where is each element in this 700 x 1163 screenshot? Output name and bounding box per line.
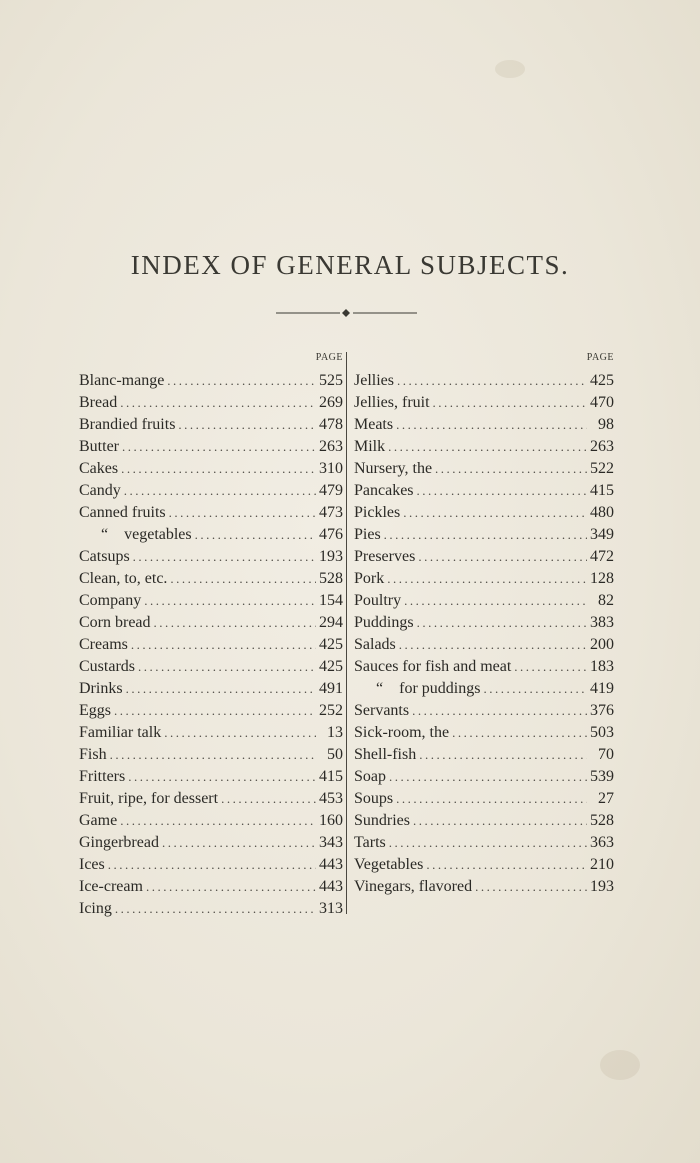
dot-leader <box>389 832 587 854</box>
index-entry <box>354 590 614 612</box>
dot-leader <box>221 788 316 810</box>
entry-subject-text: Pancakes <box>354 482 414 499</box>
entry-subject-text: Vinegars, flavored <box>354 878 473 895</box>
index-entry <box>79 392 346 414</box>
entry-page-number: 160 <box>319 812 343 829</box>
dot-leader <box>426 854 587 876</box>
index-entry <box>354 700 614 722</box>
entry-subject <box>354 744 416 766</box>
dot-leader <box>389 766 587 788</box>
dot-leader <box>133 546 316 568</box>
entry-subject-text: Jellies, fruit <box>354 394 430 411</box>
entry-subject-text: Butter <box>79 438 119 455</box>
index-entry <box>79 876 346 898</box>
entry-subject-text: for puddings <box>399 680 481 697</box>
index-entry <box>79 700 346 722</box>
index-entry <box>354 546 614 568</box>
dot-leader <box>413 810 587 832</box>
dot-leader <box>483 678 587 700</box>
entry-page-number: 193 <box>319 548 343 565</box>
entry-page-number: 13 <box>327 724 343 741</box>
entry-subject <box>79 568 167 590</box>
entry-page-number: 528 <box>319 570 343 587</box>
index-entry <box>354 568 614 590</box>
index-entry <box>79 370 346 392</box>
index-entry <box>354 744 614 766</box>
entry-subject <box>79 898 112 920</box>
dot-leader <box>435 458 587 480</box>
entry-subject <box>79 634 128 656</box>
index-entry <box>79 480 346 502</box>
ditto-mark: “ <box>376 680 384 697</box>
index-entry <box>354 832 614 854</box>
entry-subject-text: Game <box>79 812 118 829</box>
dot-leader <box>164 722 316 744</box>
index-entry <box>354 634 614 656</box>
entry-subject-text: Nursery, the <box>354 460 433 477</box>
entry-subject <box>354 502 400 524</box>
entry-subject-text: Soap <box>354 768 386 785</box>
entry-subject <box>79 744 107 766</box>
entry-subject-text: Vegetables <box>354 856 424 873</box>
index-entry <box>354 854 614 876</box>
entry-page-number: 98 <box>598 416 614 433</box>
entry-subject-text: Soups <box>354 790 394 807</box>
dot-leader <box>162 832 316 854</box>
dot-leader <box>399 634 587 656</box>
dot-leader <box>115 898 316 920</box>
entry-page-number: 539 <box>590 768 614 785</box>
entry-subject-text: Fruit, ripe, for dessert <box>79 790 219 807</box>
index-entry <box>354 656 614 678</box>
index-entry <box>354 502 614 524</box>
index-entry <box>79 832 346 854</box>
entry-page-number: 50 <box>327 746 343 763</box>
dot-leader <box>126 678 316 700</box>
entry-subject-text: Blanc-mange <box>79 372 165 389</box>
index-entry <box>354 524 614 546</box>
entry-page-number: 425 <box>590 372 614 389</box>
entry-subject <box>79 546 130 568</box>
entry-subject-text: Meats <box>354 416 394 433</box>
dot-leader <box>110 744 316 766</box>
entry-subject-text: Fritters <box>79 768 126 785</box>
entry-subject <box>354 524 381 546</box>
entry-subject <box>79 436 119 458</box>
dot-leader <box>514 656 587 678</box>
index-entry <box>79 414 346 436</box>
dot-leader <box>108 854 316 876</box>
dot-leader <box>387 568 587 590</box>
dot-leader <box>419 744 587 766</box>
entry-subject <box>79 414 175 436</box>
entry-page-number: 27 <box>598 790 614 807</box>
entry-subject <box>79 392 117 414</box>
paper-stain <box>495 60 525 78</box>
entry-subject <box>79 810 117 832</box>
entry-subject-text: Sundries <box>354 812 410 829</box>
entry-subject-text: Jellies <box>354 372 394 389</box>
entry-subject <box>354 634 396 656</box>
entry-subject-text: Sauces for fish and meat <box>354 658 512 675</box>
index-entry <box>79 458 346 480</box>
dot-leader <box>121 458 316 480</box>
index-entry <box>354 392 614 414</box>
entry-subject <box>79 458 118 480</box>
entry-page-number: 193 <box>590 878 614 895</box>
entry-subject <box>79 678 123 700</box>
index-entry <box>354 370 614 392</box>
entry-subject <box>79 854 105 876</box>
index-entry <box>79 722 346 744</box>
dot-leader <box>433 392 587 414</box>
dot-leader <box>169 502 316 524</box>
entry-subject <box>354 370 394 392</box>
dot-leader <box>122 436 316 458</box>
entry-subject <box>354 656 511 678</box>
entry-subject <box>79 612 151 634</box>
dot-leader <box>138 656 316 678</box>
index-entry <box>354 480 614 502</box>
entry-page-number: 383 <box>590 614 614 631</box>
entry-page-number: 200 <box>590 636 614 653</box>
entry-subject <box>79 832 159 854</box>
entry-page-number: 294 <box>319 614 343 631</box>
dot-leader <box>396 414 587 436</box>
dot-leader <box>170 568 316 590</box>
entry-page-number: 478 <box>319 416 343 433</box>
entry-page-number: 528 <box>590 812 614 829</box>
entry-subject-text: Brandied fruits <box>79 416 176 433</box>
entry-subject-text: Corn bread <box>79 614 151 631</box>
dot-leader <box>384 524 587 546</box>
entry-subject <box>79 480 121 502</box>
index-entry <box>79 568 346 590</box>
entry-subject-text: Fish <box>79 746 107 763</box>
entry-page-number: 310 <box>319 460 343 477</box>
entry-subject-text: Ice-cream <box>79 878 143 895</box>
dot-leader <box>397 370 587 392</box>
index-entry <box>79 678 346 700</box>
dot-leader <box>178 414 316 436</box>
entry-subject <box>79 766 125 788</box>
index-entry <box>354 458 614 480</box>
entry-subject-text: Shell-fish <box>354 746 417 763</box>
index-entry <box>79 634 346 656</box>
entry-page-number: 473 <box>319 504 343 521</box>
entry-subject <box>79 370 164 392</box>
index-entry <box>79 898 346 920</box>
index-entry <box>79 502 346 524</box>
entry-subject-text: Familiar talk <box>79 724 162 741</box>
entry-page-number: 525 <box>319 372 343 389</box>
entry-page-number: 476 <box>319 526 343 543</box>
entry-page-number: 470 <box>590 394 614 411</box>
index-entry <box>79 436 346 458</box>
title-ornament <box>276 306 417 320</box>
entry-subject-text: vegetables <box>124 526 192 543</box>
entry-page-number: 376 <box>590 702 614 719</box>
dot-leader <box>475 876 587 898</box>
index-entry <box>79 524 346 546</box>
entry-subject <box>354 832 386 854</box>
index-entry <box>354 810 614 832</box>
entry-page-number: 269 <box>319 394 343 411</box>
index-entry <box>354 788 614 810</box>
entry-subject-text: Milk <box>354 438 386 455</box>
entry-subject <box>354 392 430 414</box>
dot-leader <box>403 502 587 524</box>
index-entry <box>354 876 614 898</box>
entry-subject <box>354 414 393 436</box>
index-entry <box>79 788 346 810</box>
entry-page-number: 415 <box>590 482 614 499</box>
dot-leader <box>146 876 316 898</box>
dot-leader <box>124 480 316 502</box>
entry-page-number: 503 <box>590 724 614 741</box>
entry-subject-text: Drinks <box>79 680 123 697</box>
entry-subject <box>79 700 111 722</box>
entry-subject <box>354 700 409 722</box>
dot-leader <box>388 436 587 458</box>
entry-page-number: 453 <box>319 790 343 807</box>
dot-leader <box>120 810 316 832</box>
dot-leader <box>396 788 587 810</box>
dot-leader <box>114 700 316 722</box>
entry-subject <box>354 480 414 502</box>
entry-subject <box>79 722 161 744</box>
entry-subject-text: Salads <box>354 636 396 653</box>
index-entry <box>79 744 346 766</box>
entry-subject <box>79 656 135 678</box>
index-entry <box>79 810 346 832</box>
index-entry <box>79 766 346 788</box>
entry-page-number: 443 <box>319 878 343 895</box>
entry-subject-text: Sick-room, the <box>354 724 450 741</box>
entry-subject <box>354 590 401 612</box>
entry-subject <box>354 810 410 832</box>
entry-page-number: 425 <box>319 658 343 675</box>
dot-leader <box>154 612 316 634</box>
index-entry <box>354 612 614 634</box>
entry-subject-text: Poultry <box>354 592 402 609</box>
entry-subject <box>79 876 143 898</box>
entry-subject-text: Creams <box>79 636 128 653</box>
entry-subject <box>79 502 166 524</box>
index-entry <box>354 766 614 788</box>
dot-leader <box>195 524 316 546</box>
paper-stain <box>600 1050 640 1080</box>
entry-subject <box>354 546 415 568</box>
dot-leader <box>452 722 587 744</box>
entry-page-number: 522 <box>590 460 614 477</box>
entry-page-number: 491 <box>319 680 343 697</box>
entry-subject <box>79 524 192 546</box>
dot-leader <box>417 612 587 634</box>
entry-page-number: 480 <box>590 504 614 521</box>
entry-subject <box>354 568 384 590</box>
dot-leader <box>417 480 587 502</box>
dot-leader <box>418 546 587 568</box>
ditto-mark: “ <box>101 526 109 543</box>
entry-page-number: 472 <box>590 548 614 565</box>
entry-subject <box>354 854 423 876</box>
index-column-right <box>354 352 614 898</box>
entry-page-number: 425 <box>319 636 343 653</box>
entry-subject <box>354 788 393 810</box>
entry-subject-text: Ices <box>79 856 105 873</box>
dot-leader <box>144 590 316 612</box>
entry-subject <box>354 876 472 898</box>
entry-page-number: 154 <box>319 592 343 609</box>
index-column-left <box>79 352 347 917</box>
entry-subject <box>354 612 414 634</box>
entry-subject-text: Custards <box>79 658 135 675</box>
entry-subject-text: Tarts <box>354 834 386 851</box>
index-entry <box>79 612 346 634</box>
dot-leader <box>404 590 587 612</box>
entry-subject-text: Puddings <box>354 614 414 631</box>
entry-subject-text: Bread <box>79 394 118 411</box>
entry-page-number: 443 <box>319 856 343 873</box>
entry-subject-text: Candy <box>79 482 121 499</box>
entry-subject <box>79 788 218 810</box>
entry-subject <box>354 722 449 744</box>
entry-subject-text: Catsups <box>79 548 130 565</box>
index-entry <box>79 590 346 612</box>
index-entry <box>354 414 614 436</box>
entry-page-number: 363 <box>590 834 614 851</box>
entry-subject-text: Canned fruits <box>79 504 166 521</box>
entry-subject-text: Servants <box>354 702 410 719</box>
entry-subject-text: Preserves <box>354 548 416 565</box>
entry-page-number: 128 <box>590 570 614 587</box>
entry-page-number: 210 <box>590 856 614 873</box>
entry-page-number: 419 <box>590 680 614 697</box>
dot-leader <box>167 370 316 392</box>
dot-leader <box>412 700 587 722</box>
entry-subject-text: Pork <box>354 570 385 587</box>
entry-page-number: 70 <box>598 746 614 763</box>
entry-subject-text: Clean, to, etc. <box>79 570 168 587</box>
index-entry <box>79 546 346 568</box>
entry-subject-text: Icing <box>79 900 112 917</box>
entry-page-number: 479 <box>319 482 343 499</box>
index-entry <box>354 436 614 458</box>
entry-page-number: 183 <box>590 658 614 675</box>
index-entry <box>354 678 614 700</box>
entry-page-number: 263 <box>319 438 343 455</box>
dot-leader <box>120 392 316 414</box>
entry-subject-text: Gingerbread <box>79 834 159 851</box>
entry-subject <box>354 766 386 788</box>
entry-page-number: 252 <box>319 702 343 719</box>
page-column-header: PAGE <box>315 352 343 363</box>
index-entry <box>354 722 614 744</box>
entry-subject-text: Eggs <box>79 702 111 719</box>
entry-page-number: 82 <box>598 592 614 609</box>
index-entry <box>79 656 346 678</box>
entry-page-number: 313 <box>319 900 343 917</box>
entry-subject <box>354 678 480 700</box>
dot-leader <box>128 766 316 788</box>
dot-leader <box>131 634 316 656</box>
entry-subject <box>354 436 385 458</box>
page-title: INDEX OF GENERAL SUBJECTS. <box>130 250 570 280</box>
entry-subject-text: Company <box>79 592 142 609</box>
entry-subject-text: Pies <box>354 526 381 543</box>
entry-page-number: 349 <box>590 526 614 543</box>
entry-subject <box>79 590 141 612</box>
page-column-header: PAGE <box>586 352 614 363</box>
entry-subject-text: Pickles <box>354 504 401 521</box>
index-entry <box>79 854 346 876</box>
entry-page-number: 415 <box>319 768 343 785</box>
entry-page-number: 343 <box>319 834 343 851</box>
entry-page-number: 263 <box>590 438 614 455</box>
entry-subject-text: Cakes <box>79 460 119 477</box>
entry-subject <box>354 458 432 480</box>
